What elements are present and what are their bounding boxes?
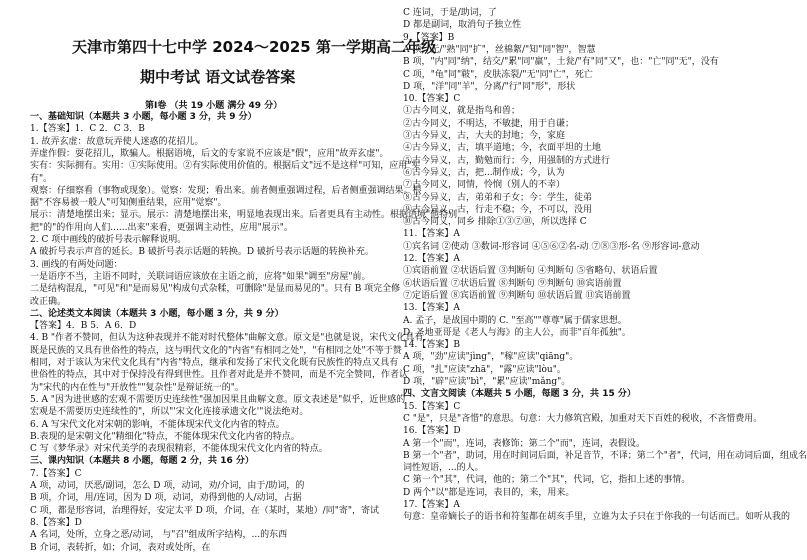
- text-line: A 项，无/"熟"同"扩"，丝棉絮/"知"同"智"，智慧: [403, 44, 596, 55]
- text-line: ①宾名词 ②使动 ③数词-形容词 ④⑤⑥②名-动 ⑦⑧③形-名 ⑨形容词-意动: [403, 241, 700, 252]
- text-line: 17.【答案】A: [403, 500, 460, 510]
- text-line: C 写《梦华录》对宋代美学的表现很精彩，不能体现宋代文化内省的特点。: [30, 444, 328, 455]
- text-line: 实有：实际拥有。实用：①实际使用。②有实际使用价值的。根据后文"远不是这样"可知，应用"实: [30, 161, 421, 172]
- text-line: 观察：仔细察看（事物或现象）。觉察：发现；看出来。前者侧重强调过程，后者侧重强调结果。根: [30, 185, 422, 196]
- text-line: 12.【答案】A: [403, 254, 460, 264]
- text-line: ⑦定语后置 ⑧宾语前置 ⑨判断句 ⑩状语后置 ⑪宾语前置: [403, 290, 631, 301]
- text-line: 一、基础知识（本题共 3 小题，每小题 3 分，共 9 分）: [30, 112, 257, 122]
- right-column: [398, 0, 807, 560]
- text-line: A 项，"劲"应读"jìng"，"稼"应读"qiāng"。: [403, 352, 579, 363]
- text-line: D 项，"辟"应读"bì"，"累"应读"mǎng"。: [403, 377, 571, 387]
- text-line: 3. 画线的有两处问题：: [30, 259, 123, 270]
- text-line: ④古今异义，古，填平道地；今，衣面平坦的土地: [403, 143, 602, 154]
- text-line: 相同，对于该认为宋代文化具有"内省"特点，继承和发扬了宋代文化既有民族性的特点又具有: [30, 358, 399, 368]
- text-line: ⑨古今异义，古，行走不稳；今，不可以，没用: [403, 204, 593, 215]
- text-line: B 项，介词，用/连词，因为 D 项，动词，劝得到他的人/动词，占据: [30, 493, 302, 504]
- text-line: A 名词，处所，立身之恶/动词， 与"召"组成所字结构，...的东西: [30, 530, 288, 541]
- text-line: 【答案】4．B 5．A 6．D: [30, 321, 137, 332]
- text-line: 把"的"的作用向人们......出来"来看，更强调主动性，应用"展示"。: [30, 222, 293, 233]
- text-line: 9.【答案】B: [403, 32, 455, 43]
- text-line: ⑥古今异义，古，把...制作成；今，认为: [403, 167, 565, 178]
- text-line: 既是民族的又具有世俗性的特点，这与明代文化的"内省"有相同之处"，"有相同之处"不等于赞: [30, 345, 402, 356]
- text-line: 四、文言文阅读（本题共 5 小题，每题 3 分，共 15 分）: [403, 389, 636, 400]
- text-line: 16.【答案】D: [403, 426, 461, 437]
- text-line: 一是语序不当，主语不同时，关联词语应该放在主语之前，应将"如果"调至"房屋"前。: [30, 271, 371, 282]
- text-line: ⑥状语后置 ⑦状语后置 ⑧判断句 ⑨判断句 ⑩宾语前置: [403, 278, 622, 289]
- text-line: 10.【答案】C: [403, 94, 461, 105]
- text-line: ⑧古今异义，古，弟弟和子女；今：学生，徒弟: [403, 192, 593, 203]
- text-line: 13.【答案】A: [403, 303, 460, 314]
- text-line: 1. 故弄玄虚：故意玩弄使人迷惑的花招儿。: [30, 136, 204, 147]
- text-line: 2. C 项中画线的破折号表示解释说明。: [30, 235, 187, 245]
- text-line: ⑦古今同义，同情，怜悯（别人的不幸）: [403, 180, 566, 191]
- text-line: C 项，"龟"同"皲"，皮肤冻裂/"无"同"亡"，死亡: [403, 69, 593, 80]
- text-line: 7.【答案】C: [30, 468, 82, 479]
- text-line: C 连词，于是/助词，了: [403, 8, 497, 18]
- document-title: 天津市第四十七中学 2024～2025 第一学期高二年级: [72, 38, 436, 56]
- text-line: 8.【答案】D: [30, 517, 82, 528]
- text-line: A 破折号表示声音的延长。B 破折号表示话题的转换。D 破折号表示话题的转换补充。: [30, 247, 374, 258]
- text-line: A 第一个"而"，连词，表修饰；第二个"而"，连词，表假设。: [403, 438, 645, 449]
- text-line: D 都是副词，取消句子独立性: [403, 20, 522, 31]
- section-header: 第Ⅰ卷 （共 19 小题 满分 49 分）: [145, 101, 283, 111]
- text-line: ①宾语前置 ②状语后置 ③判断句 ④判断句 ⑤省略句、状语后置: [403, 266, 658, 277]
- text-line: ②古今同义，不明达，不敏捷，用于自谦；: [403, 118, 575, 129]
- text-line: 二、论述类文本阅读（本题共 3 小题，每小题 3 分，共 9 分）: [30, 308, 284, 319]
- text-line: 二是结构混乱，"可见"和"是而易见"构成句式杂糅，可删除"是显而易见的"。只有 B 项完全修: [30, 284, 401, 295]
- text-line: 4. B "作者不赞同，但认为这种表现并不能对时代整体"曲解文意。原文是"也就是说，宋代文化具有: [30, 333, 424, 344]
- text-line: D. 圣地亚哥是《老人与海》的主人公，而非"百年孤独"。: [403, 327, 631, 338]
- text-line: C "是"，只是"吝惜"的意思。句意：大力修筑宫殿，加重对天下百姓的税收，不吝惜费用。: [403, 413, 763, 424]
- text-line: ①古今同义，就是指鸟和兽；: [403, 106, 521, 117]
- text-line: B 第一个"者"，助词，用在时间词后面，补足音节，不译；第二个"者"，代词，用在动词后面，组成名: [403, 450, 807, 461]
- text-line: 句意：皇帝嫡长子的语书和符玺都在胡亥手里，立谁为太子只在于你我的一句话而已。如听从我的: [403, 512, 791, 523]
- text-line: ③古今异义，古，大夫的封地；今，家庭: [403, 131, 566, 141]
- text-line: 14.【答案】B: [403, 340, 460, 351]
- text-line: ⑤古今异义，古，勤勉而行；今，用强制的方式进行: [403, 155, 611, 166]
- text-line: 世俗性的特点，其中对于保持没有得到世性。且作者对此是并不赞同，而是不完全赞同，作者认: [30, 370, 409, 381]
- text-line: C 项，都是形容词，治理得好，安定太平 D 项，介词，在（某时，某地）/同"寄"，寄试: [30, 505, 379, 516]
- text-line: 弄虚作假：耍花招儿，欺骗人。根据语境，后文的专家说不应该是"假"，应用"故弄玄虚"。: [30, 148, 389, 159]
- text-line: C 第一个"其"，代词，他的；第二个"其"，代词，它，指扣上述的事情。: [403, 475, 691, 486]
- text-line: 1.【答案】1．C 2．C 3．B: [30, 124, 145, 135]
- text-line: 5. A "因为进世感的宏观不需要历史连续性"强加因果且曲解文意。原文表述是"似乎，近世感的: [30, 394, 406, 405]
- text-line: 改正确。: [30, 296, 67, 307]
- text-line: 有"。: [30, 173, 53, 184]
- text-line: B.表现的是宋朝文化"精细化"特点，不能体现宋代文化内省的特点。: [30, 431, 300, 442]
- text-line: 15.【答案】C: [403, 401, 461, 412]
- text-line: 三、课内知识（本题共 8 小题，每题 2 分，共 16 分）: [30, 456, 254, 467]
- text-line: 宏观是不需要历史连续性的"，所以"'宋文化连接承遗文化'"说法绝对。: [30, 407, 309, 418]
- text-line: 6. A 写宋代文化对宋朝的影响，不能体现宋代文化内省的特点。: [30, 419, 285, 430]
- text-line: B 介词，表转折，如；介词，表对或处所，在: [30, 542, 211, 553]
- text-line: D 两个"以"都是连词，表目的，来，用来。: [403, 487, 575, 498]
- text-line: 11.【答案】A: [403, 229, 460, 240]
- text-line: A. 孟子，是战国中期的 C. "至高""尊尊"属于儒家思想。: [403, 315, 627, 326]
- text-line: 为"宋代的内在性与"开放性""复杂性"是辩证统一的"。: [30, 382, 244, 393]
- text-line: C 项，"扎"应读"zhā"，"露"应读"lòu"。: [403, 364, 566, 375]
- text-line: A 项，动词，厌恶/副词，怎么 D 项，动词，劝/介词，由于/助词，的: [30, 481, 305, 491]
- document-subtitle: 期中考试 语文试卷答案: [140, 68, 296, 86]
- text-line: 展示：清楚地摆出来；显示。展示：清楚地摆出来，明显地表现出来。后者更具有主动性。根据语境"他特别: [30, 210, 458, 221]
- text-line: ⑩古今同义，同乡 排除①③⑦⑩，所以选择 C: [403, 217, 587, 228]
- text-line: 据"不容易被一般人"可知侧重结果，应用"觉察"。: [30, 198, 227, 209]
- text-line: D 项，"洋"同"羊"，分离/"行"同"形"，形状: [403, 81, 576, 92]
- text-line: 词性短语，...的人。: [403, 463, 484, 474]
- text-line: B 项，"内"同"纳"，结交/"累"同"羸"，土瓮/"有"同"又"，也："亡"同"无"，没有: [403, 57, 719, 68]
